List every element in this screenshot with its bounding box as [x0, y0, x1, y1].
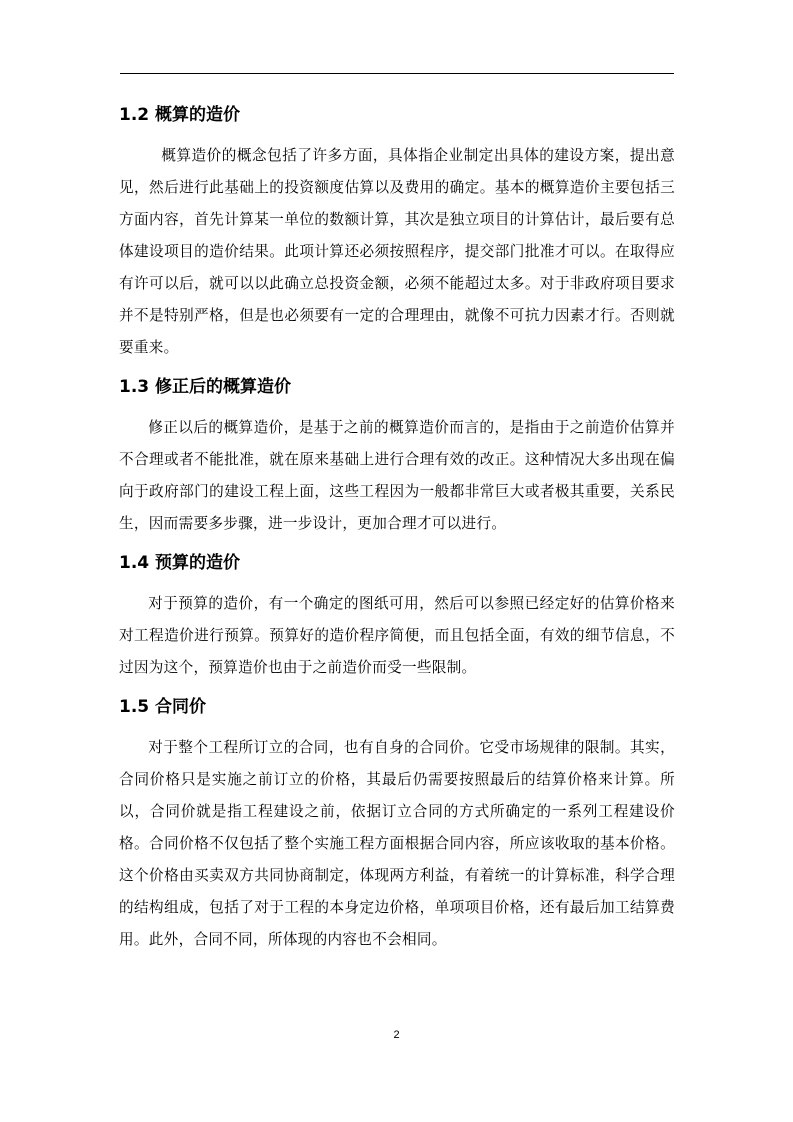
section-heading: 1.3 修正后的概算造价: [119, 377, 292, 397]
section-1-5: [119, 694, 675, 956]
section-paragraph: 概算造价的概念包括了许多方面，具体指企业制定出具体的建设方案，提出意见，然后进行此基础上的投资额度估算以及费用的确定。基本的概算造价主要包括三方面内容，首先计算某一单位的数额计算，其次是独立项目的计算估计，最后要有总体建设项目的造价结果。此项计算还必须按照程序，提交部门批准才可以。在取得应有许可以后，就可以以此确立总投资金额，必须不能超过太多。对于非政府项目要求并不是特别严格，但是也必须要有一定的合理理由，就像不可抗力因素才行。否则就要重来。: [119, 147, 675, 356]
section-paragraph: 对于预算的造价，有一个确定的图纸可用，然后可以参照已经定好的估算价格来对工程造价进行预算。预算好的造价程序简便，而且包括全面，有效的细节信息，不过因为这个，预算造价也由于之前造价而受一些限制。: [119, 595, 675, 676]
header-rule: [120, 73, 674, 74]
section-paragraph: 对于整个工程所订立的合同，也有自身的合同价。它受市场规律的限制。其实，合同价格只是实施之前订立的价格，其最后仍需要按照最后的结算价格来计算。所以，合同价就是指工程建设之前，依据订立合同的方式所确定的一系列工程建设价格。合同价格不仅包括了整个实施工程方面根据合同内容，所应该收取的基本价格。这个价格由买卖双方共同协商制定，体现两方利益，有着统一的计算标准，科学合理的结构组成，包括了对于工程的本身定边价格，单项项目价格，还有最后加工结算费用。此外，合同不同，所体现的内容也不会相同。: [119, 739, 675, 948]
section-1-4: [119, 550, 675, 684]
section-1-2: [119, 102, 675, 364]
section-heading: 1.4 预算的造价: [119, 553, 241, 573]
section-heading: 1.2 概算的造价: [119, 105, 241, 125]
section-1-3: [119, 374, 675, 540]
page-content: [119, 102, 675, 966]
section-paragraph: 修正以后的概算造价，是基于之前的概算造价而言的，是指由于之前造价估算并不合理或者不能批准，就在原来基础上进行合理有效的改正。这种情况大多出现在偏向于政府部门的建设工程上面，这些工程因为一般都非常巨大或者极其重要，关系民生，因而需要多步骤，进一步设计，更加合理才可以进行。: [119, 419, 675, 532]
section-heading: 1.5 合同价: [119, 697, 207, 717]
page-number: 2: [393, 1029, 400, 1041]
